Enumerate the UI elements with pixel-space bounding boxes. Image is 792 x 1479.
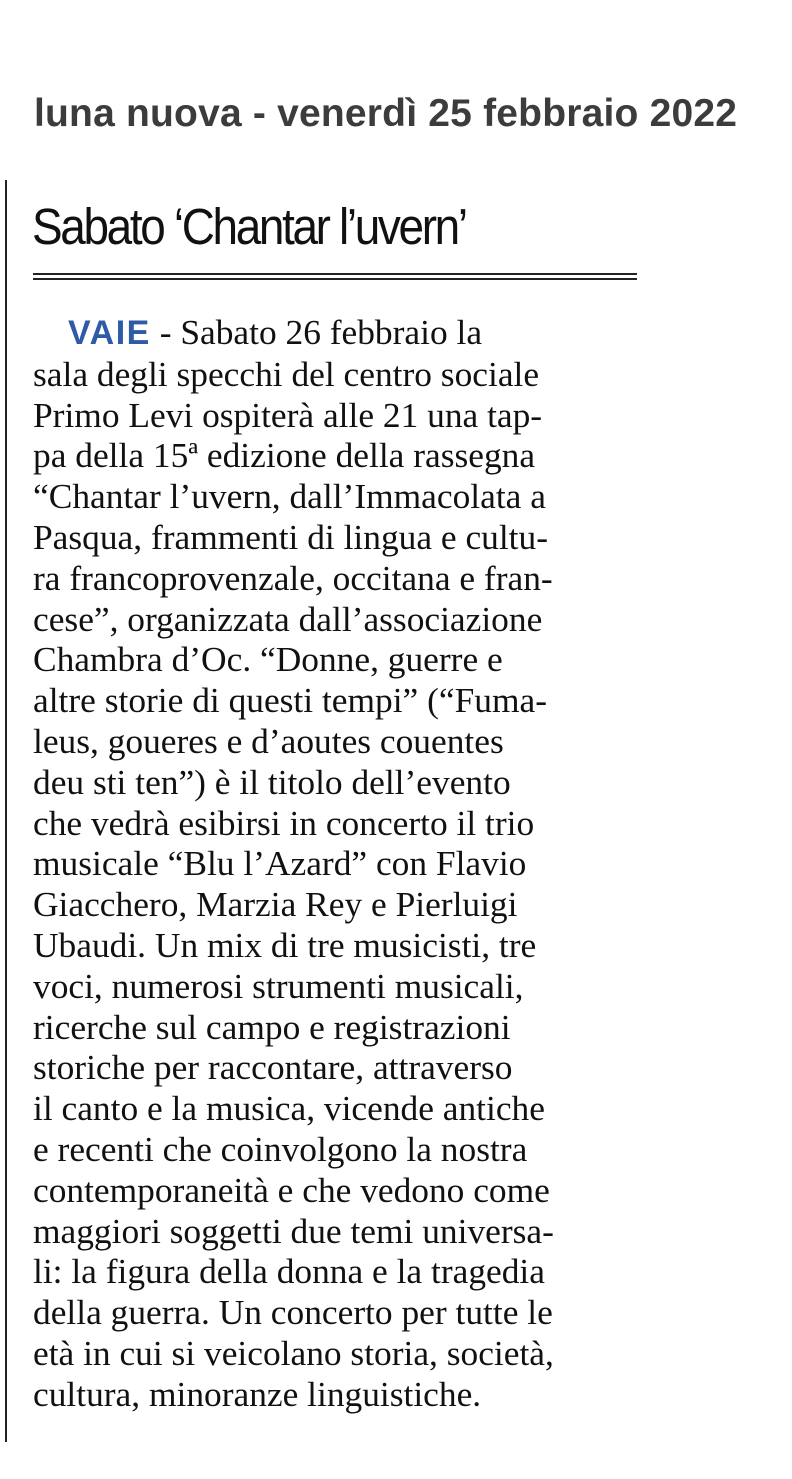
article-dateline: VAIE	[68, 314, 151, 352]
article-line: deu sti ten”) è il titolo dell’evento	[33, 761, 511, 802]
article-line: pa della 15ª edizione della rassegna	[33, 435, 536, 476]
article-line: età in cui si veicolano storia, società,	[33, 1332, 554, 1373]
article-line: maggiori soggetti due temi universa-	[33, 1210, 554, 1251]
article-line: ricerche sul campo e registrazioni	[33, 1006, 511, 1047]
column-divider-line	[5, 180, 7, 1442]
article-line: ra francoprovenzale, occitana e fran-	[33, 557, 553, 598]
article-line: cultura, minoranze linguistiche.	[33, 1373, 482, 1414]
article-line: musicale “Blu l’Azard” con Flavio	[33, 843, 527, 884]
article-line: che vedrà esibirsi in concerto il trio	[33, 802, 535, 843]
article-body	[33, 312, 637, 1415]
article-line	[33, 312, 637, 354]
article-line: e recenti che coinvolgono la nostra	[33, 1128, 528, 1169]
article-first-line-text: - Sabato 26 febbraio la	[150, 312, 483, 352]
article-line: li: la figura della donna e la tragedia	[33, 1251, 545, 1292]
article-line: Pasqua, frammenti di lingua e cultu-	[33, 516, 548, 557]
article-line: “Chantar l’uvern, dall’Immacolata a	[33, 476, 546, 517]
article-line: contemporaneità e che vedono come	[33, 1169, 550, 1210]
article-line: il canto e la musica, vicende antiche	[33, 1088, 545, 1129]
article-line: Giacchero, Marzia Rey e Pierluigi	[33, 884, 518, 925]
article-line: leus, goueres e d’aoutes couentes	[33, 720, 504, 761]
article-line: voci, numerosi strumenti musicali,	[33, 965, 524, 1006]
article-line: sala degli specchi del centro sociale	[33, 353, 540, 394]
headline-double-rule	[33, 273, 637, 280]
article-line: Chambra d’Oc. “Donne, guerre e	[33, 639, 503, 680]
article-line: altre storie di questi tempi” (“Fuma-	[33, 680, 547, 721]
article-line: storiche per raccontare, attraverso	[33, 1047, 513, 1088]
article-headline: Sabato ‘Chantar l’uvern’	[32, 198, 466, 255]
newspaper-masthead: luna nuova - venerdì 25 febbraio 2022	[34, 92, 738, 135]
article-line: cese”, organizzata dall’associazione	[33, 598, 543, 639]
article-line: della guerra. Un concerto per tutte le	[33, 1292, 553, 1333]
article-line: Ubaudi. Un mix di tre musicisti, tre	[33, 924, 537, 965]
article-line: Primo Levi ospiterà alle 21 una tap-	[33, 394, 543, 435]
